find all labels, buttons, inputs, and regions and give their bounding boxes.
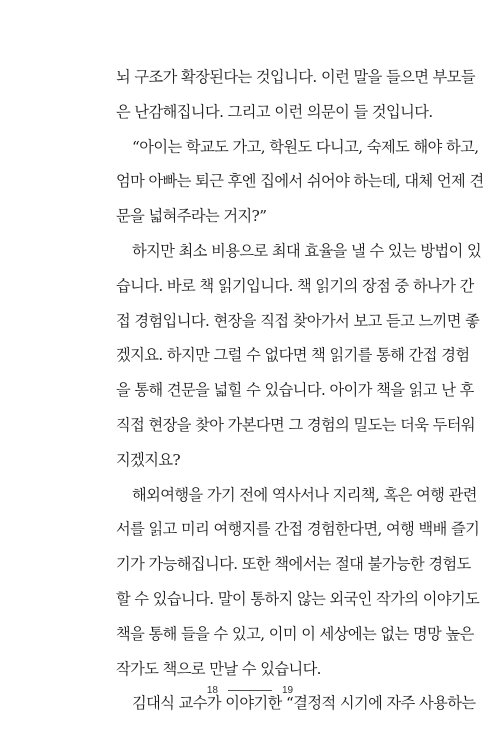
text-line: 직접 현장을 찾아 가본다면 그 경험의 밀도는 더욱 두터워 <box>116 415 476 434</box>
text-line: 겠지요. 하지만 그럴 수 없다면 책 읽기를 통해 간접 경험 <box>116 346 470 365</box>
text-line: 하지만 최소 비용으로 최대 효율을 낼 수 있는 방법이 있 <box>132 241 482 260</box>
text-line: 서를 읽고 미리 여행지를 간접 경험한다면, 여행 백배 즐기 <box>116 520 480 539</box>
text-line: 문을 넓혀주라는 거지?” <box>116 207 267 226</box>
text-line: 책을 통해 들을 수 있고, 이미 이 세상에는 없는 명망 높은 <box>116 624 474 643</box>
text-line: 접 경험입니다. 현장을 직접 찾아가서 보고 듣고 느끼면 좋 <box>116 311 480 330</box>
text-line: 작가도 책으로 만날 수 있습니다. <box>116 659 321 678</box>
text-line: 을 통해 견문을 넓힐 수 있습니다. 아이가 책을 읽고 난 후 <box>116 381 474 400</box>
page-numbers <box>0 682 500 698</box>
text-line: 김대식 교수가 이야기한 “결정적 시기에 자주 사용하는 <box>132 694 476 713</box>
page-number-divider <box>228 690 272 691</box>
text-line: 은 난감해집니다. 그리고 이런 의문이 들 것입니다. <box>116 102 433 121</box>
text-line: 뇌 구조가 확장된다는 것입니다. 이런 말을 들으면 부모들 <box>116 68 476 86</box>
body-text <box>116 60 484 721</box>
text-line: 엄마 아빠는 퇴근 후엔 집에서 쉬어야 하는데, 대체 언제 견 <box>116 172 484 191</box>
text-line: 해외여행을 가기 전에 역사서나 지리책, 혹은 여행 관련 <box>132 485 477 504</box>
page-number-left: 18 <box>206 684 218 696</box>
text-line: 할 수 있습니다. 말이 통하지 않는 외국인 작가의 이야기도 <box>116 589 480 608</box>
text-line: 습니다. 바로 책 읽기입니다. 책 읽기의 장점 중 하나가 간 <box>116 276 474 295</box>
text-line: “아이는 학교도 가고, 학원도 다니고, 숙제도 해야 하고, <box>132 137 479 156</box>
text-line: 지겠지요? <box>116 450 181 469</box>
page-number-right: 19 <box>282 684 294 696</box>
text-line: 기가 가능해집니다. 또한 책에서는 절대 불가능한 경험도 <box>116 555 471 574</box>
